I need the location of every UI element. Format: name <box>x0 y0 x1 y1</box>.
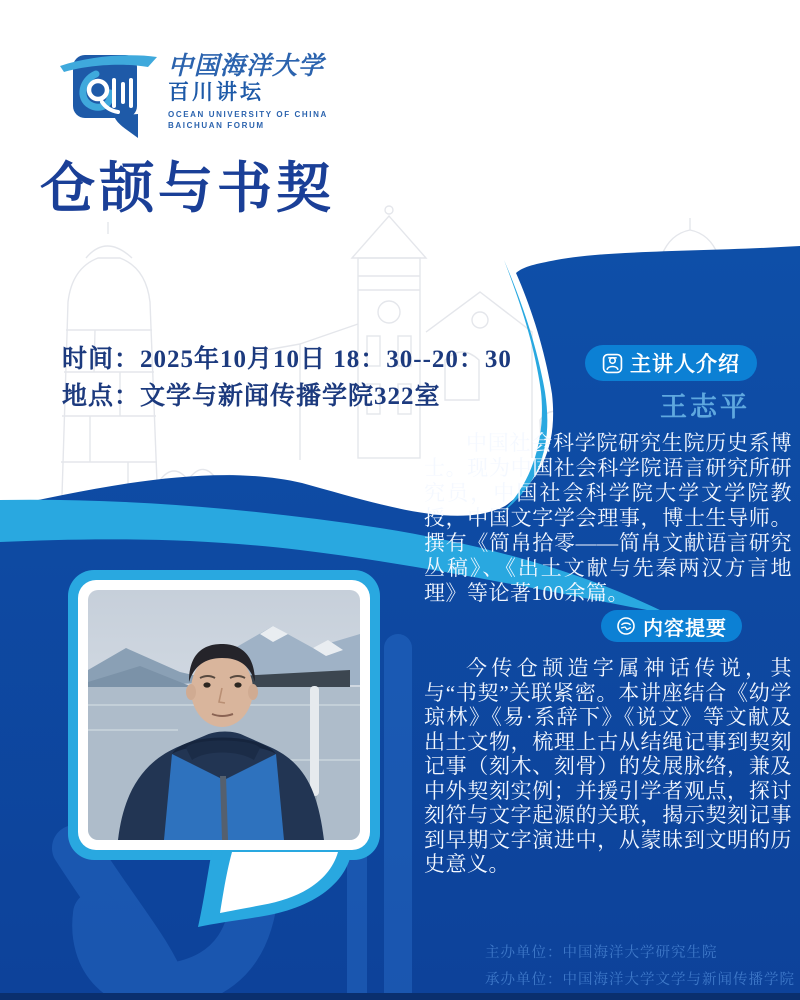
summary-icon <box>616 616 636 636</box>
event-time: 时间：2025年10月10日 18：30--20：30 <box>62 346 512 373</box>
speaker-badge-label: 主讲人介绍 <box>630 353 740 376</box>
speaker-name: 王志平 <box>660 392 750 422</box>
host-unit-line: 主办单位：中国海洋大学研究生院 <box>485 945 718 961</box>
speaker-section-badge <box>585 345 757 381</box>
event-meta <box>62 341 512 415</box>
summary-section-badge <box>601 610 742 642</box>
speaker-photo-bubble <box>68 570 380 860</box>
speaker-person-icon <box>602 353 623 374</box>
speech-bubble-tail <box>190 845 360 937</box>
logo-university-name-en: OCEAN UNIVERSITY OF CHINA <box>168 110 328 119</box>
logo-university-name: 中国海洋大学 <box>168 53 325 80</box>
poster-title: 仓颉与书契 <box>40 158 336 219</box>
speaker-bio: 中国社会科学院研究生院历史系博士。现为中国社会科学院语言研究所研究员，中国社会科学院大学文学院教授，中国文字学会理事，博士生导师。撰有《简帛拾零——简帛文献语言研究丛稿》、《出土文献与先秦两汉方言地理》等论著100余篇。 <box>424 431 792 605</box>
summary-badge-label: 内容提要 <box>643 617 727 640</box>
speaker-photo <box>88 590 360 840</box>
photo-frame <box>78 580 370 850</box>
forum-logo <box>58 42 328 140</box>
baichuan-logo-icon <box>58 42 160 140</box>
lecture-summary: 今传仓颉造字属神话传说，其与“书契”关联紧密。本讲座结合《幼学琼林》《易·系辞下》《说文》等文献及出土文物，梳理上古从结绳记事到契刻记事（刻木、刻骨）的发展脉络，兼及中外契刻实例；并援引学者观点，探讨刻符与文字起源的关联，揭示契刻记事到早期文字演进中，从蒙昧到文明的历史意义。 <box>424 656 792 876</box>
organizer-unit-line: 承办单位：中国海洋大学文学与新闻传播学院 <box>485 972 795 988</box>
bottom-strip <box>0 993 800 1000</box>
logo-forum-name: 百川讲坛 <box>168 81 264 104</box>
event-location: 地点：文学与新闻传播学院322室 <box>62 383 441 410</box>
logo-forum-name-en: BAICHUAN FORUM <box>168 121 265 130</box>
